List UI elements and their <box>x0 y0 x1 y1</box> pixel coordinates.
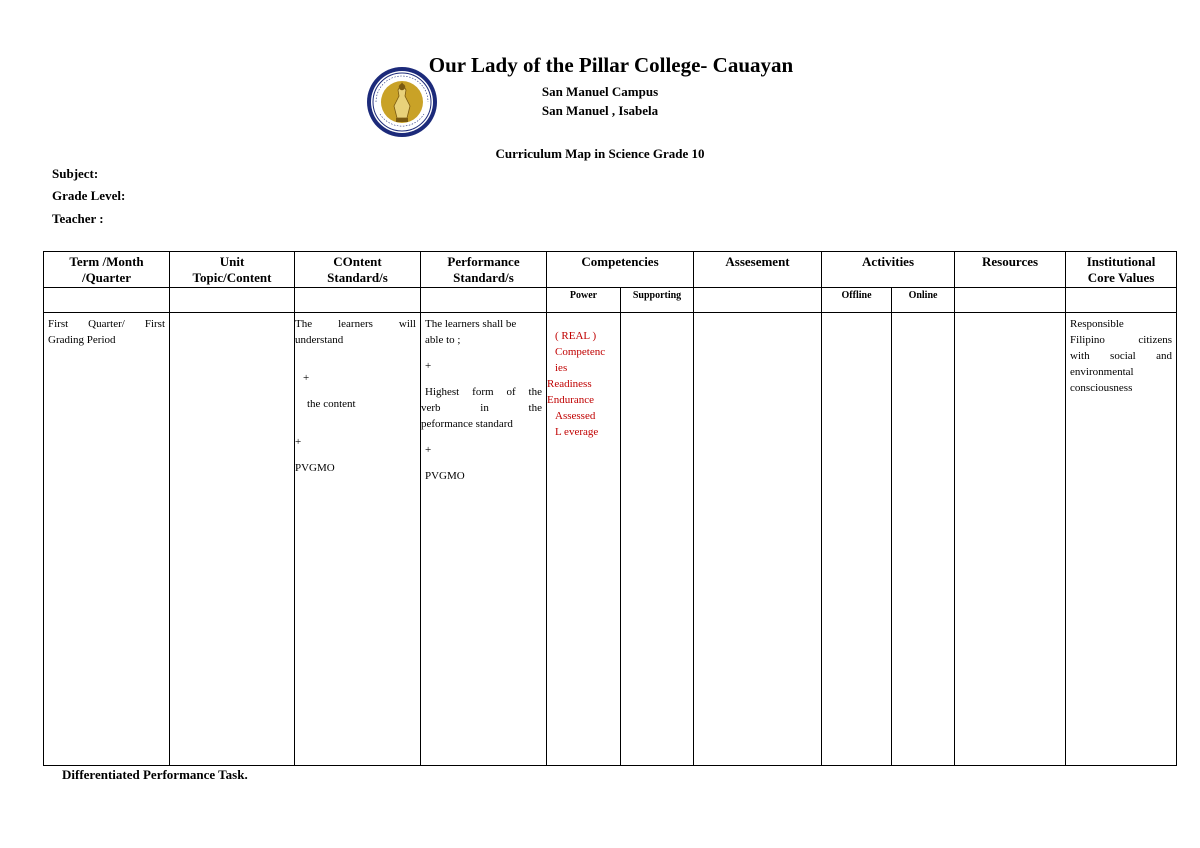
cell-offline-activities <box>822 313 892 766</box>
differentiated-task-label: Differentiated Performance Task. <box>62 767 248 782</box>
document-header <box>0 52 1200 119</box>
campus-address: San Manuel , Isabela <box>541 103 659 118</box>
cell-assessment <box>694 313 822 766</box>
cell-term: First Quarter/ First Grading Period <box>44 313 170 766</box>
cell-performance-standard: The learners shall be able to ; + Highest form of the verb in the peformance standard + PVGMO <box>421 313 547 766</box>
subheader-row <box>44 288 1177 313</box>
document-title: Curriculum Map in Science Grade 10 <box>495 146 705 161</box>
cell-power-competencies: ( REAL ) Competenc ies Readiness Endurance Assessed L everage <box>547 313 621 766</box>
grade-level-label: Grade Level: <box>52 188 126 203</box>
header-assessment: Assesement <box>694 252 822 288</box>
header-content-standard: COntent Standard/s <box>295 252 421 288</box>
header-row <box>44 252 1177 288</box>
cell-supporting-competencies <box>621 313 694 766</box>
header-performance-standard: Performance Standard/s <box>421 252 547 288</box>
college-name: Our Lady of the Pillar College- Cauayan <box>428 53 794 77</box>
teacher-label: Teacher : <box>52 211 104 226</box>
header-term: Term /Month /Quarter <box>44 252 170 288</box>
header-unit: Unit Topic/Content <box>170 252 295 288</box>
campus-name: San Manuel Campus <box>541 84 659 99</box>
cell-online-activities <box>892 313 955 766</box>
header-competencies: Competencies <box>547 252 694 288</box>
cell-core-values: Responsible Filipino citizens with social and environmental consciousness <box>1066 313 1177 766</box>
header-core-values: Institutional Core Values <box>1066 252 1177 288</box>
subheader-online: Online <box>892 288 955 313</box>
header-resources: Resources <box>955 252 1066 288</box>
subheader-power: Power <box>547 288 621 313</box>
subject-label: Subject: <box>52 166 99 181</box>
cell-resources <box>955 313 1066 766</box>
table-row <box>44 313 1177 766</box>
curriculum-map-table <box>43 251 1177 766</box>
cell-content-standard: The learners will understand + the content + PVGMO <box>295 313 421 766</box>
subheader-offline: Offline <box>822 288 892 313</box>
subheader-supporting: Supporting <box>621 288 694 313</box>
header-activities: Activities <box>822 252 955 288</box>
cell-unit <box>170 313 295 766</box>
